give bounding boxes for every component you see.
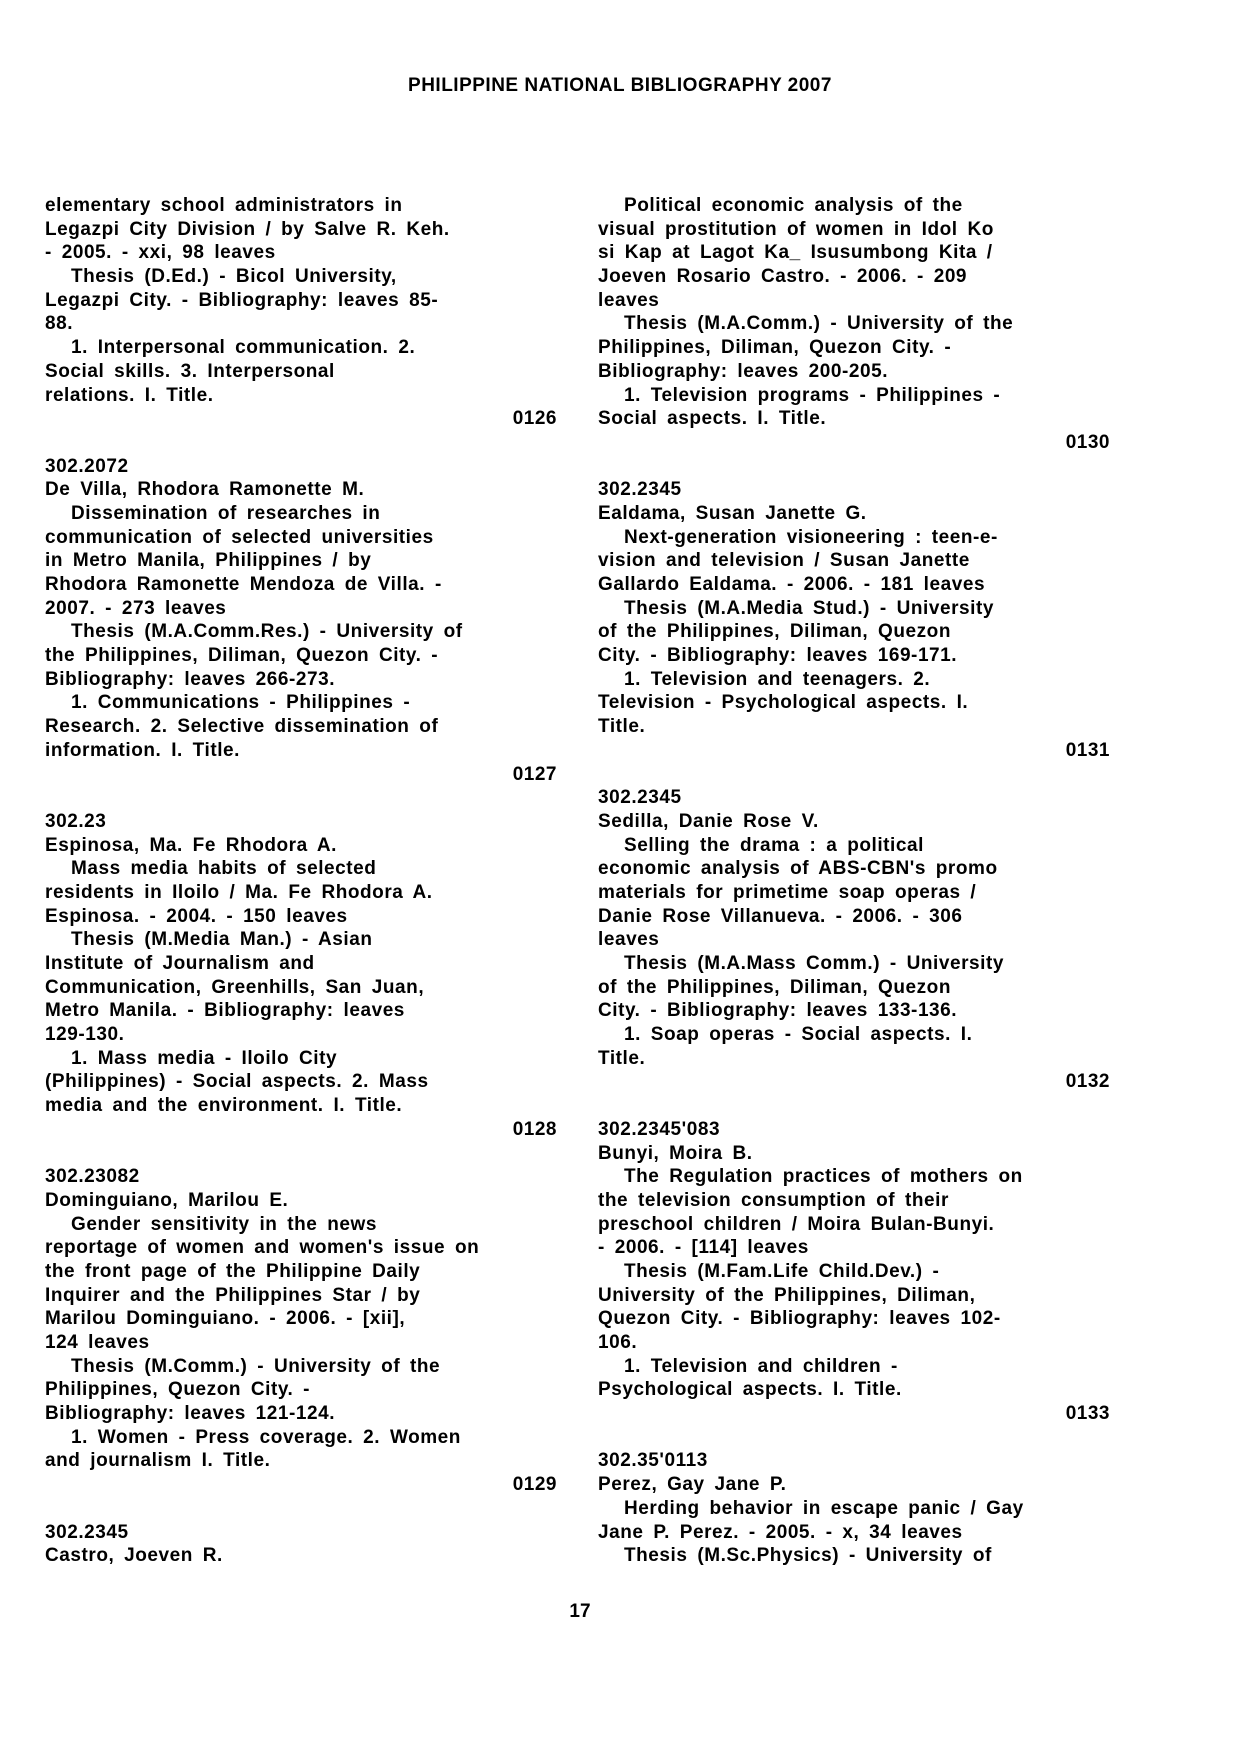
entry-line: 88. bbox=[45, 313, 74, 335]
entry-line: - 2005. - xxi, 98 leaves bbox=[45, 242, 276, 264]
entry-line: Title. bbox=[598, 1047, 646, 1069]
entry-line: visual prostitution of women in Idol Ko bbox=[598, 218, 994, 240]
catalog-entry-0130-start bbox=[45, 1521, 557, 1568]
right-column bbox=[598, 194, 1110, 1568]
entry-line: Bibliography: leaves 266-273. bbox=[45, 668, 336, 690]
entry-line: Television - Psychological aspects. I. bbox=[598, 692, 969, 714]
entry-number: 0131 bbox=[1065, 739, 1110, 761]
entry-number: 0128 bbox=[512, 1118, 557, 1140]
entry-line: Joeven Rosario Castro. - 2006. - 209 bbox=[598, 266, 968, 288]
entry-line: Thesis (M.Fam.Life Child.Dev.) - bbox=[624, 1260, 940, 1282]
entry-line: Jane P. Perez. - 2005. - x, 34 leaves bbox=[598, 1521, 963, 1543]
entry-line: Thesis (M.A.Comm.) - University of the bbox=[624, 313, 1014, 335]
page-number: 17 bbox=[569, 1601, 591, 1622]
entry-line: vision and television / Susan Janette bbox=[598, 550, 970, 572]
catalog-entry-0130 bbox=[598, 194, 1110, 455]
entry-author: De Villa, Rhodora Ramonette M. bbox=[45, 479, 365, 501]
entry-author: Perez, Gay Jane P. bbox=[598, 1474, 787, 1496]
entry-line: Research. 2. Selective dissemination of bbox=[45, 716, 439, 738]
left-column bbox=[45, 194, 557, 1568]
entry-line: - 2006. - [114] leaves bbox=[598, 1237, 809, 1259]
entry-line: of the Philippines, Diliman, Quezon bbox=[598, 621, 951, 643]
entry-line: Legazpi City. - Bibliography: leaves 85- bbox=[45, 289, 439, 311]
entry-line: Communication, Greenhills, San Juan, bbox=[45, 976, 425, 998]
entry-line: Title. bbox=[598, 716, 646, 738]
call-number: 302.35'0113 bbox=[598, 1450, 708, 1472]
entry-line: Gender sensitivity in the news bbox=[71, 1213, 377, 1235]
entry-number: 0129 bbox=[512, 1474, 557, 1496]
entry-author: Castro, Joeven R. bbox=[45, 1545, 223, 1567]
entry-line: of the Philippines, Diliman, Quezon bbox=[598, 976, 951, 998]
entry-line: Thesis (M.Sc.Physics) - University of bbox=[624, 1545, 992, 1567]
entry-line: the Philippines, Diliman, Quezon City. - bbox=[45, 645, 439, 667]
entry-line: materials for primetime soap operas / bbox=[598, 881, 977, 903]
entry-line: Inquirer and the Philippines Star / by bbox=[45, 1284, 421, 1306]
entry-line: information. I. Title. bbox=[45, 739, 240, 761]
entry-line: Philippines, Quezon City. - bbox=[45, 1379, 311, 1401]
entry-line: Gallardo Ealdama. - 2006. - 181 leaves bbox=[598, 574, 986, 595]
entry-line: and journalism I. Title. bbox=[45, 1450, 271, 1472]
entry-author: Dominguiano, Marilou E. bbox=[45, 1189, 289, 1211]
entry-line: 1. Communications - Philippines - bbox=[71, 692, 411, 714]
entry-line: Social skills. 3. Interpersonal bbox=[45, 360, 335, 382]
entry-line: relations. I. Title. bbox=[45, 384, 214, 406]
entry-line: Bibliography: leaves 200-205. bbox=[598, 360, 889, 382]
entry-line: Social aspects. I. Title. bbox=[598, 408, 827, 430]
entry-line: Thesis (M.Media Man.) - Asian bbox=[71, 929, 373, 951]
entry-line: Thesis (M.Comm.) - University of the bbox=[71, 1355, 441, 1377]
entry-line: Thesis (M.A.Mass Comm.) - University bbox=[624, 953, 1004, 974]
entry-line: preschool children / Moira Bulan-Bunyi. bbox=[598, 1213, 995, 1235]
entry-line: Mass media habits of selected bbox=[71, 858, 377, 880]
catalog-entry-0127 bbox=[45, 455, 557, 787]
call-number: 302.23082 bbox=[45, 1166, 140, 1188]
entry-line: 1. Television programs - Philippines - bbox=[624, 384, 1001, 406]
entry-line: City. - Bibliography: leaves 169-171. bbox=[598, 645, 958, 667]
entry-line: Dissemination of researches in bbox=[71, 502, 381, 524]
entry-line: Political economic analysis of the bbox=[624, 195, 963, 216]
entry-line: Thesis (D.Ed.) - Bicol University, bbox=[71, 266, 397, 288]
call-number: 302.2345'083 bbox=[598, 1118, 721, 1140]
entry-line: reportage of women and women's issue on bbox=[45, 1237, 480, 1259]
entry-line: 1. Soap operas - Social aspects. I. bbox=[624, 1024, 973, 1046]
entry-number: 0133 bbox=[1065, 1403, 1110, 1425]
page-title: PHILIPPINE NATIONAL BIBLIOGRAPHY 2007 bbox=[408, 75, 832, 96]
catalog-entry-0128 bbox=[45, 810, 557, 1142]
entry-line: Philippines, Diliman, Quezon City. - bbox=[598, 337, 952, 359]
entry-line: The Regulation practices of mothers on bbox=[624, 1166, 1023, 1188]
catalog-entry-0132 bbox=[598, 786, 1110, 1094]
entry-line: Next-generation visioneering : teen-e- bbox=[624, 526, 998, 548]
entry-line: 124 leaves bbox=[45, 1332, 150, 1353]
entry-line: 1. Television and children - bbox=[624, 1355, 898, 1377]
entry-number: 0127 bbox=[512, 763, 557, 785]
entry-author: Sedilla, Danie Rose V. bbox=[598, 810, 819, 832]
entry-line: 1. Mass media - Iloilo City bbox=[71, 1047, 338, 1069]
call-number: 302.2072 bbox=[45, 455, 129, 477]
catalog-entry-next bbox=[598, 1449, 1110, 1567]
entry-line: Psychological aspects. I. Title. bbox=[598, 1379, 902, 1401]
entry-line: in Metro Manila, Philippines / by bbox=[45, 550, 372, 572]
entry-line: Metro Manila. - Bibliography: leaves bbox=[45, 1000, 405, 1022]
entry-line: elementary school administrators in bbox=[45, 195, 403, 216]
catalog-entry-0126 bbox=[45, 194, 557, 431]
call-number: 302.23 bbox=[45, 810, 107, 832]
entry-line: Rhodora Ramonette Mendoza de Villa. - bbox=[45, 574, 442, 595]
entry-line: (Philippines) - Social aspects. 2. Mass bbox=[45, 1071, 429, 1093]
catalog-entry-0131 bbox=[598, 478, 1110, 762]
call-number: 302.2345 bbox=[598, 479, 682, 501]
entry-line: leaves bbox=[598, 929, 660, 951]
entry-number: 0132 bbox=[1065, 1071, 1110, 1093]
entry-line: si Kap at Lagot Ka_ Isusumbong Kita / bbox=[598, 242, 993, 264]
catalog-entry-0129 bbox=[45, 1165, 557, 1497]
entry-line: communication of selected universities bbox=[45, 526, 434, 548]
entry-line: Thesis (M.A.Comm.Res.) - University of bbox=[71, 621, 463, 643]
entry-line: 129-130. bbox=[45, 1024, 125, 1046]
entry-line: Espinosa. - 2004. - 150 leaves bbox=[45, 905, 348, 927]
entry-line: economic analysis of ABS-CBN's promo bbox=[598, 858, 998, 880]
entry-line: Herding behavior in escape panic / Gay bbox=[624, 1497, 1024, 1519]
entry-author: Bunyi, Moira B. bbox=[598, 1142, 753, 1164]
entry-line: Selling the drama : a political bbox=[624, 834, 924, 856]
call-number: 302.2345 bbox=[45, 1521, 129, 1543]
entry-number: 0126 bbox=[512, 408, 557, 430]
entry-line: 1. Women - Press coverage. 2. Women bbox=[71, 1426, 461, 1448]
entry-line: Danie Rose Villanueva. - 2006. - 306 bbox=[598, 905, 963, 927]
entry-line: Legazpi City Division / by Salve R. Keh. bbox=[45, 218, 450, 240]
entry-number: 0130 bbox=[1065, 431, 1110, 453]
entry-line: 1. Television and teenagers. 2. bbox=[624, 668, 931, 690]
entry-line: Bibliography: leaves 121-124. bbox=[45, 1403, 336, 1425]
entry-line: 106. bbox=[598, 1332, 638, 1353]
entry-line: Quezon City. - Bibliography: leaves 102- bbox=[598, 1308, 1001, 1330]
entry-line: Marilou Dominguiano. - 2006. - [xii], bbox=[45, 1308, 406, 1330]
entry-author: Espinosa, Ma. Fe Rhodora A. bbox=[45, 834, 337, 856]
entry-line: leaves bbox=[598, 289, 660, 311]
catalog-entry-0133 bbox=[598, 1118, 1110, 1426]
entry-line: residents in Iloilo / Ma. Fe Rhodora A. bbox=[45, 881, 433, 903]
entry-line: 2007. - 273 leaves bbox=[45, 597, 227, 619]
entry-line: University of the Philippines, Diliman, bbox=[598, 1284, 976, 1306]
entry-line: 1. Interpersonal communication. 2. bbox=[71, 337, 416, 359]
entry-line: Thesis (M.A.Media Stud.) - University bbox=[624, 597, 994, 619]
entry-author: Ealdama, Susan Janette G. bbox=[598, 502, 867, 524]
entry-line: media and the environment. I. Title. bbox=[45, 1095, 403, 1117]
entry-line: the front page of the Philippine Daily bbox=[45, 1260, 421, 1282]
entry-line: Institute of Journalism and bbox=[45, 953, 315, 974]
call-number: 302.2345 bbox=[598, 787, 682, 809]
entry-line: the television consumption of their bbox=[598, 1189, 949, 1211]
entry-line: City. - Bibliography: leaves 133-136. bbox=[598, 1000, 958, 1022]
